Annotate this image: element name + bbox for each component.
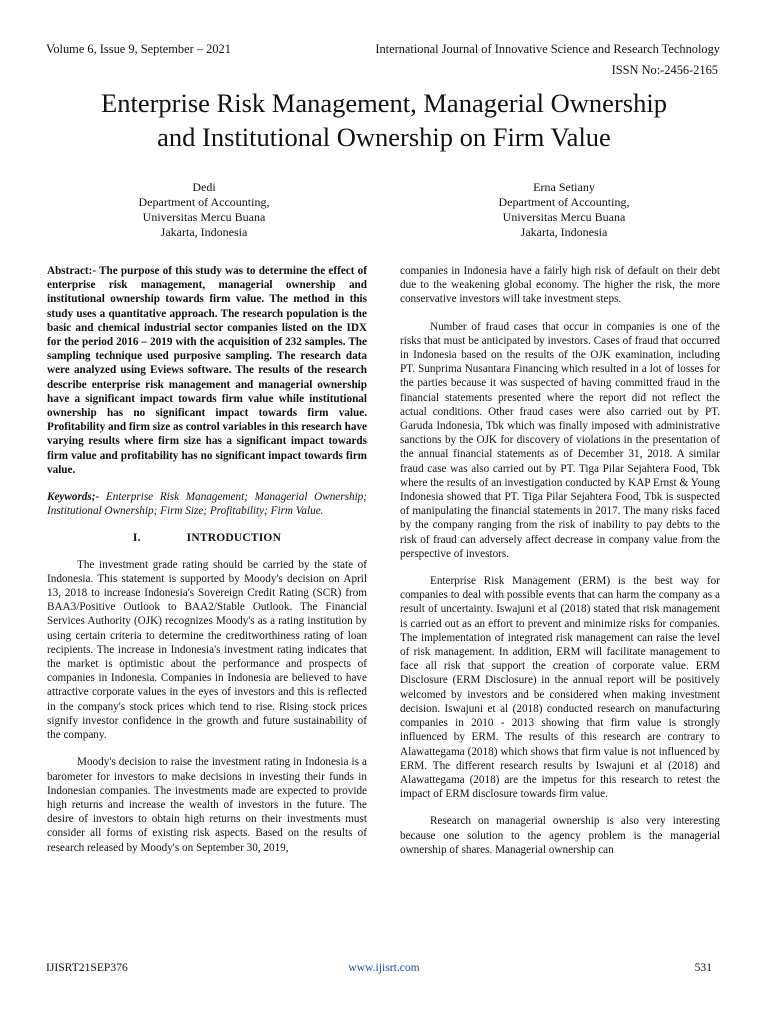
section-heading	[47, 531, 367, 545]
right-column	[400, 264, 720, 870]
author-city: Jakarta, Indonesia	[160, 225, 248, 239]
author-department: Department of Accounting,	[498, 195, 630, 209]
section-title: INTRODUCTION	[186, 532, 282, 545]
keywords-label: Keywords;-	[47, 491, 100, 504]
journal-volume: Volume 6, Issue 9, September – 2021	[46, 42, 231, 56]
journal-issn: ISSN No:-2456-2165	[611, 63, 718, 77]
body-paragraph: Enterprise Risk Management (ERM) is the best way for companies to deal with possible events that can harm the company as a result of uncertainty. Iswajuni et al (2018) stated that risk management is carried out as an effort to prevent and minimize risks for companies. The implementation of integrated risk management can raise the level of risk management. In addition, ERM will facilitate management to face all risk that support the creation of corporate value. ERM Disclosure (ERM Disclosure) in the annual report will be positively welcomed by investors and be considered when making investment decision. Iswajuni et al (2018) conducted research on manufacturing companies in 2010 - 2013 showing that firm value is strongly influenced by ERM. The results of this research are contrary to Alawattegama (2018) which shows that firm value is not influenced by ERM. The different research results by Iswajuni et al (2018) and Alawattegama (2018) are the impetus for this research to retest the impact of ERM disclosure towards firm value.	[400, 575, 720, 801]
author-name: Erna Setiany	[533, 180, 595, 194]
author-city: Jakarta, Indonesia	[520, 225, 608, 239]
website-link[interactable]: www.ijisrt.com	[348, 961, 420, 974]
author-name: Dedi	[192, 180, 216, 194]
keywords-text: Enterprise Risk Management; Managerial Ownership; Institutional Ownership; Firm Size; Profitability; Firm Value.	[47, 491, 367, 518]
author-department: Department of Accounting,	[138, 195, 270, 209]
abstract: Abstract:- The purpose of this study was to determine the effect of enterprise risk management, managerial ownership and institutional ownership towards firm value. The method in this study uses a quantitative approach. The research population is the basic and chemical industrial sector companies listed on the IDX for the period 2016 – 2019 with the acquisition of 232 samples. The sampling technique used purposive sampling. The research data were analyzed using Eviews software. The results of the research describe enterprise risk management and managerial ownership have a significant impact towards firm value while institutional ownership has no significant impact towards firm value. Profitability and firm size as control variables in this research have varying results where firm size has a significant impact towards firm value and profitability has no significant impact towards firm value.	[47, 265, 367, 476]
paper-title	[30, 86, 738, 154]
page-number: 531	[694, 961, 712, 974]
body-paragraph: companies in Indonesia have a fairly high risk of default on their debt due to the weakening global economy. The higher the risk, the more conservative investors will take investment steps.	[400, 265, 720, 306]
paper-title-line-2: and Institutional Ownership on Firm Value	[157, 122, 611, 152]
keywords	[47, 490, 367, 518]
author-block-2	[434, 180, 694, 240]
body-paragraph: The investment grade rating should be carried by the state of Indonesia. This statement is supported by Moody's decision on April 13, 2018 to increase Indonesia's Sovereign Credit Rating (SCR) from BAA3/Positive Outlook to BAA2/Stable Outlook. The Financial Services Authority (OJK) recognizes Moody's as a rating institution by using certain criteria to determine the creditworthiness rating of loan recipients. The increase in Indonesia's investment rating indicates that the market is optimistic about the performance and prospects of companies in Indonesia. Companies in Indonesia are believed to have attractive corporate values in the eyes of investors and this is reflected in the company's stock prices which tend to rise. Rising stock prices signify investor confidence in the growth and future sustainability of the company.	[47, 558, 367, 742]
paper-title-line-1: Enterprise Risk Management, Managerial Ownership	[101, 88, 667, 118]
journal-name: International Journal of Innovative Science and Research Technology	[375, 42, 720, 56]
author-block-1	[74, 180, 334, 240]
section-number: I.	[132, 532, 141, 545]
author-university: Universitas Mercu Buana	[502, 210, 626, 224]
left-column	[47, 264, 367, 868]
body-paragraph: Research on managerial ownership is also very interesting because one solution to the agency problem is the managerial ownership of shares. Managerial ownership can	[400, 815, 720, 856]
body-paragraph: Moody's decision to raise the investment rating in Indonesia is a barometer for investors to make decisions in investing their funds in Indonesian companies. The investments made are expected to provide high returns and increase the wealth of investors in the future. The desire of investors to obtain high returns on their investments must consider all forms of existing risk aspects. Based on the results of research released by Moody's on September 30, 2019,	[47, 756, 367, 854]
footer-website	[0, 961, 768, 974]
body-paragraph: Number of fraud cases that occur in companies is one of the risks that must be anticipated by investors. Cases of fraud that occurred in Indonesia based on the results of the OJK examination, including PT. Sunprima Nusantara Financing which resulted in a lot of losses for the parties because it was suspected of having committed fraud in the financial statements presented where the report did not reflect the actual conditions. Other fraud cases were also carried out by PT. Garuda Indonesia, Tbk which was finally imposed with administrative sanctions by the OJK for discovery of violations in the presentation of the annual financial statements as of December 31, 2018. A similar fraud case was also carried out by PT. Tiga Pilar Sejahtera Food, Tbk where the results of an investigation conducted by KAP Ernst & Young Indonesia showed that PT. Tiga Pilar Sejahtera Food, Tbk is suspected of manipulating the financial statements in 2017. The many risks faced by the company ranging from the risk of inability to pay debts to the risk of fraud can adversely affect decrease in company value from the perspective of investors.	[400, 320, 720, 560]
footer-paper-id: IJISRT21SEP376	[46, 961, 128, 974]
author-university: Universitas Mercu Buana	[142, 210, 266, 224]
